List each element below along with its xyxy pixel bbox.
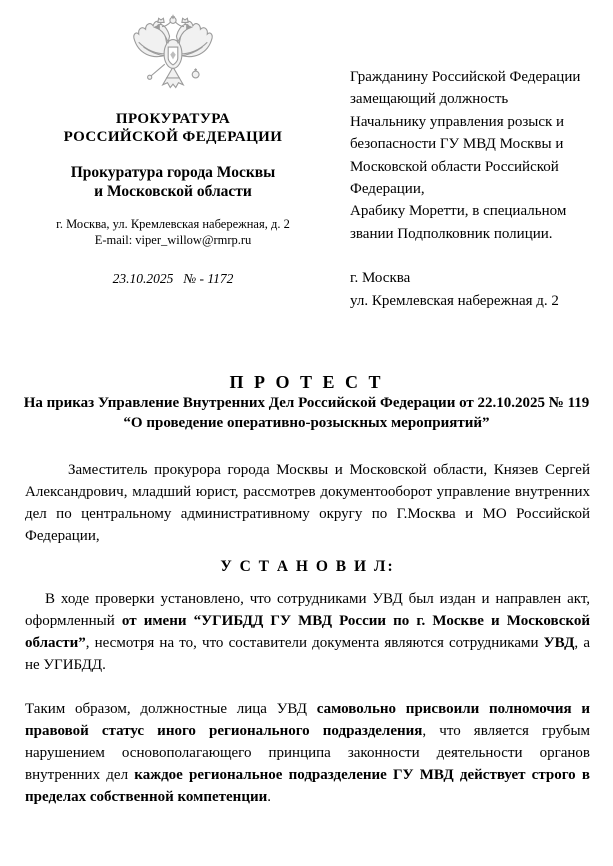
letterhead-left-column — [28, 12, 318, 287]
addressee-line: Гражданину Российской Федерации — [350, 69, 581, 85]
addressee-city: г. Москва — [350, 270, 411, 287]
emphasized-text: от имени “УГИБДД ГУ МВД России по г. Москве и Московской области” — [25, 613, 590, 651]
org-name-line2: РОССИЙСКОЙ ФЕДЕРАЦИИ — [63, 129, 283, 145]
coat-of-arms-icon — [28, 12, 318, 104]
body-text: В ходе проверки установлено, что сотрудниками УВД был издан и направлен акт, оформленный — [25, 591, 590, 629]
addressee-line: Федерации, — [350, 181, 425, 198]
emphasized-text: самовольно присвоили полномочия и правовой статус иного регионального подразделения — [25, 701, 590, 739]
doc-date-number: 23.10.2025 № - 1172 — [112, 271, 234, 286]
body-text: . — [267, 789, 271, 805]
document-body — [25, 459, 590, 808]
addressee-street: ул. Кремлевская набережная д. 2 — [350, 292, 559, 309]
body-text: Таким образом, должностные лица УВД — [25, 701, 317, 717]
org-name-line1: ПРОКУРАТУРА — [115, 111, 231, 127]
addressee-line: замещающий должность — [350, 91, 509, 108]
addressee-line: безопасности ГУ МВД Москвы и — [350, 136, 564, 153]
addressee-line: Московской области Российской — [350, 158, 559, 175]
letterhead — [0, 0, 613, 309]
paragraph-conclusion — [25, 698, 590, 808]
paragraph-intro: Заместитель прокурора города Москвы и Московской области, Князев Сергей Александрович, младший юрист, рассмотрев документооборот управление внутренних дел по центральному административному округу по Г.Москва и МО Российской Федерации, — [25, 462, 590, 544]
org-address: г. Москва, ул. Кремлевская набережная, д. 2 — [56, 217, 290, 231]
body-text: , а не УГИБДД. — [25, 635, 590, 673]
addressee-line: звании Подполковник полиции. — [350, 225, 553, 242]
org-subname-line2: и Московской области — [94, 183, 252, 200]
addressee-line: Начальнику управления розыск и — [350, 113, 565, 130]
addressee-block — [350, 66, 600, 312]
addressee-line: Арабику Моретти, в специальном — [350, 203, 567, 220]
body-text: , что является грубым нарушением основополагающего принципа законности деятельности органов внутренних дел — [25, 723, 591, 783]
paragraph-findings — [25, 588, 590, 676]
emphasized-text: УВД — [543, 635, 575, 651]
document-title: П Р О Т Е С Т — [229, 372, 384, 392]
org-email: E-mail: viper_willow@rmrp.ru — [94, 233, 252, 247]
ustanovil-heading: У С Т А Н О В И Л: — [220, 558, 395, 575]
org-subname-line1: Прокуратура города Москвы — [70, 164, 276, 181]
title-block — [0, 372, 613, 433]
emphasized-text: каждое региональное подразделение ГУ МВД действует строго в пределах собственной компетенции — [25, 767, 590, 805]
document-subject-line1: На приказ Управление Внутренних Дел Российской Федерации от 22.10.2025 № 119 — [23, 395, 590, 411]
document-subject-line2: “О проведение оперативно-розыскных мероприятий” — [123, 415, 490, 431]
body-text: , несмотря на то, что составители документа являются сотрудниками — [85, 635, 544, 651]
